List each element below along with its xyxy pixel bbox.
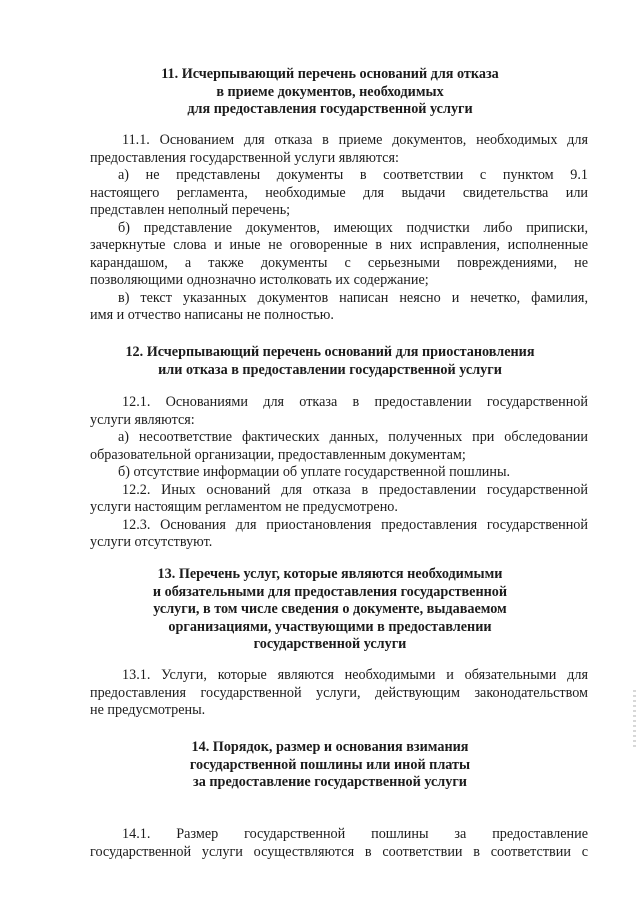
heading-line: государственной пошлины или иной платы	[189, 756, 471, 773]
paragraph-line: государственной услуги осуществляются в соответствии в соответствии с	[90, 843, 588, 860]
heading-line: услуги, в том числе сведения о документе, выдаваемом	[153, 601, 507, 617]
paragraph-line: позволяющими однозначно истолковать их содержание;	[90, 272, 429, 288]
paragraph-line: в) текст указанных документов написан неясно и нечетко, фамилия,	[118, 289, 588, 306]
paragraph-line: б) отсутствие информации об уплате государственной пошлины.	[118, 464, 511, 480]
paragraph-line: услуги настоящим регламентом не предусмотрено.	[90, 499, 398, 515]
section-13-body	[90, 667, 588, 720]
paragraph-line: а) несоответствие фактических данных, полученных при обследовании	[118, 429, 588, 445]
scan-edge-artifact	[633, 690, 636, 748]
paragraph-line: услуги отсутствуют.	[90, 534, 213, 550]
section-14-heading	[80, 739, 580, 792]
section-12-body	[90, 394, 588, 552]
section-11-heading	[80, 66, 580, 119]
paragraph-line: образовательной организации, предоставленным документам;	[90, 446, 466, 463]
heading-line: и обязательными для предоставления государственной	[152, 583, 508, 600]
heading-line: 14. Порядок, размер и основания взимания	[191, 739, 469, 755]
paragraph-line: услуги являются:	[90, 411, 195, 428]
paragraph-line: не предусмотрены.	[90, 702, 206, 718]
paragraph-line: а) не представлены документы в соответствии с пунктом 9.1	[118, 167, 588, 183]
heading-line: для предоставления государственной услуги	[187, 101, 473, 117]
heading-line: за предоставление государственной услуги	[193, 774, 467, 790]
section-14-body	[90, 826, 588, 861]
paragraph-line: 12.2. Иных оснований для отказа в предоставлении государственной	[122, 481, 588, 498]
heading-line: или отказа в предоставлении государственной услуги	[158, 361, 502, 378]
heading-line: 13. Перечень услуг, которые являются необходимыми	[157, 566, 503, 582]
paragraph-line: зачеркнутые слова и иные не оговоренные в них исправления, исполненные	[90, 237, 588, 253]
section-11-body	[90, 132, 588, 325]
paragraph-line: имя и отчество написаны не полностью.	[90, 307, 334, 323]
paragraph-line: 12.3. Основания для приостановления предоставления государственной	[122, 516, 588, 533]
heading-line: 12. Исчерпывающий перечень оснований для приостановления	[125, 344, 535, 360]
heading-line: 11. Исчерпывающий перечень оснований для отказа	[161, 66, 499, 82]
paragraph-line: б) представление документов, имеющих подчистки либо приписки,	[118, 219, 588, 236]
paragraph-line: предоставления государственной услуги являются:	[90, 149, 399, 166]
paragraph-line: предоставления государственной услуги, действующим законодательством	[90, 684, 588, 701]
heading-line: в приеме документов, необходимых	[216, 83, 444, 100]
section-13-heading	[80, 566, 580, 654]
heading-line: государственной услуги	[253, 636, 407, 652]
section-12-heading	[80, 344, 580, 379]
paragraph-line: настоящего регламента, необходимые для выдачи свидетельства или	[90, 184, 588, 201]
paragraph-line: карандашом, а также документы с серьезными повреждениями, не	[90, 254, 588, 271]
paragraph-line: представлен неполный перечень;	[90, 202, 291, 218]
paragraph-line: 12.1. Основаниями для отказа в предоставлении государственной	[122, 394, 588, 410]
paragraph-line: 14.1. Размер государственной пошлины за предоставление	[122, 826, 588, 842]
heading-line: организациями, участвующими в предоставлении	[168, 618, 492, 635]
paragraph-line: 11.1. Основанием для отказа в приеме документов, необходимых для	[122, 132, 588, 148]
paragraph-line: 13.1. Услуги, которые являются необходимыми и обязательными для	[122, 667, 588, 683]
